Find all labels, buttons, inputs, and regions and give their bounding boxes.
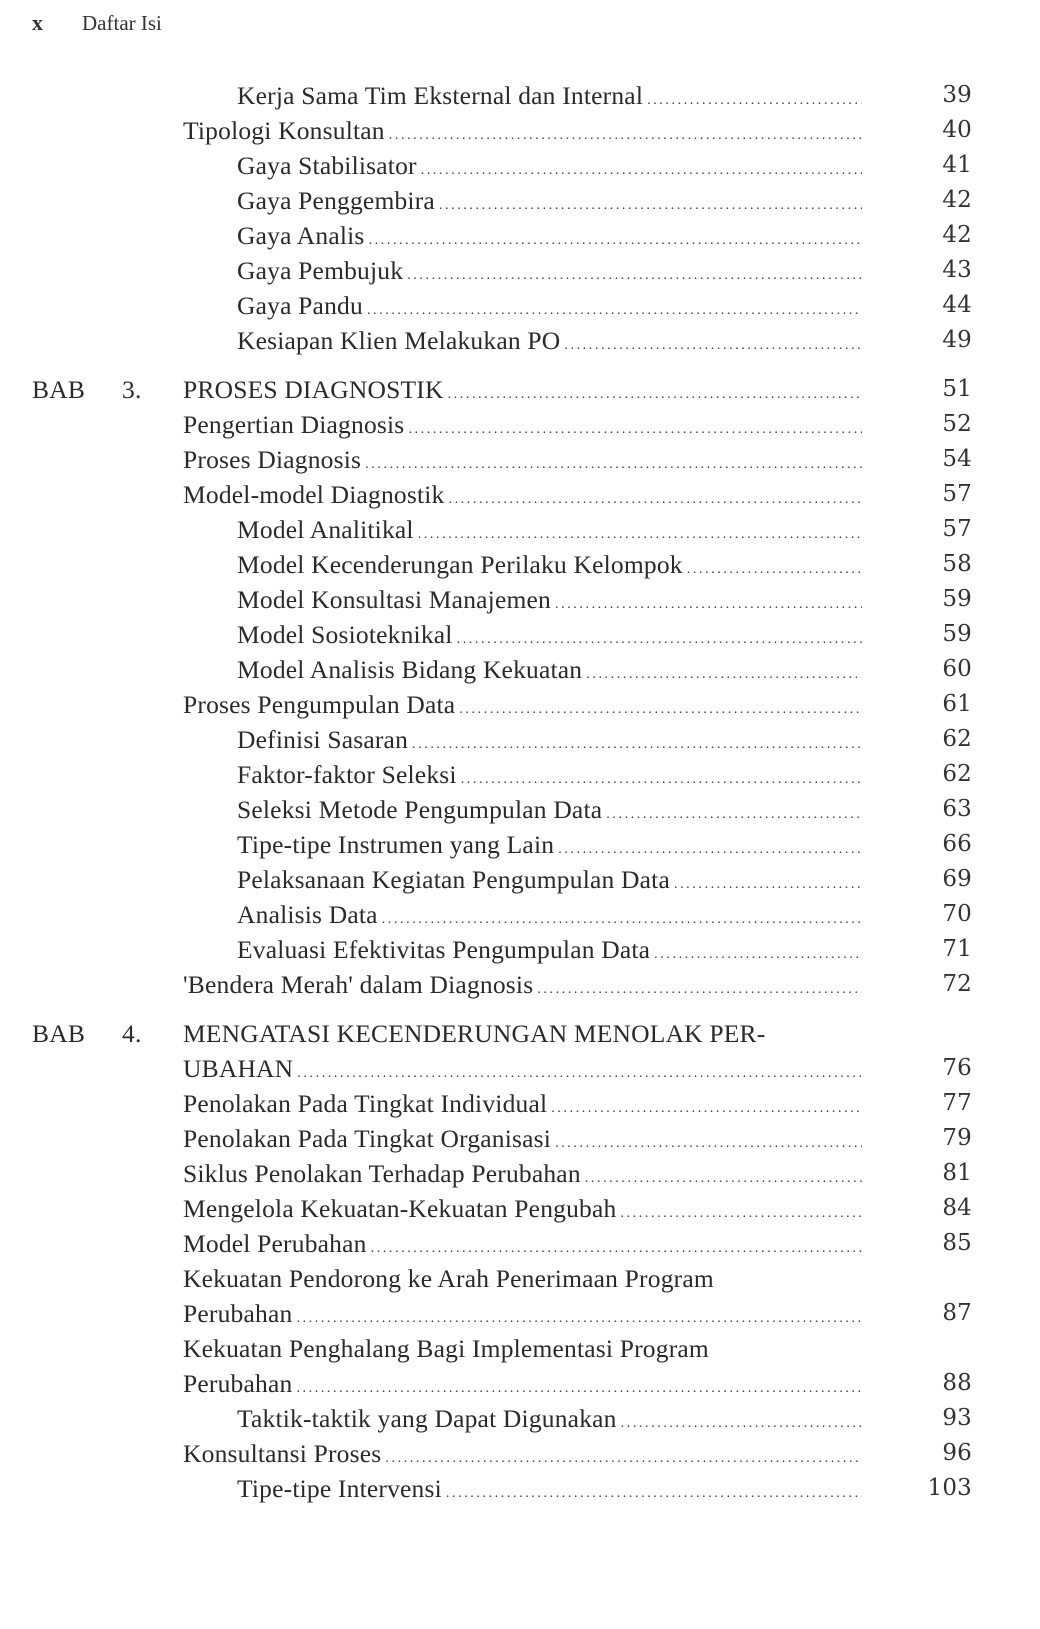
toc-chapter-row[interactable] (0, 1016, 1040, 1051)
toc-entry-title: Model-model Diagnostik (183, 477, 449, 512)
toc-entry[interactable] (0, 792, 1040, 827)
toc-page-number: 60 (942, 656, 972, 682)
toc-entry[interactable] (0, 897, 1040, 932)
toc-entry-title: Faktor-faktor Seleksi (237, 757, 461, 792)
toc-entry[interactable] (0, 1226, 1040, 1261)
toc-entry-title: Kekuatan Pendorong ke Arah Penerimaan Program (183, 1261, 718, 1296)
toc-entry-title: Gaya Stabilisator (237, 148, 421, 183)
toc-page-number: 39 (942, 82, 972, 108)
toc-page-number: 69 (942, 866, 972, 892)
toc-entry-title: Penolakan Pada Tingkat Individual (183, 1086, 551, 1121)
toc-entry-title: Model Perubahan (183, 1226, 371, 1261)
toc-entry[interactable] (0, 827, 1040, 862)
toc-entry-title: Pelaksanaan Kegiatan Pengumpulan Data (237, 862, 674, 897)
toc-entry-line (237, 1471, 862, 1511)
toc-entry-line (237, 617, 862, 657)
toc-entry-line (183, 1051, 862, 1091)
toc-entry-line (237, 582, 862, 622)
toc-entry-line (237, 183, 862, 223)
toc-page-number: 44 (942, 292, 972, 318)
toc-entry[interactable] (0, 652, 1040, 687)
toc-entry-line (237, 218, 862, 258)
toc-entry-line (183, 687, 862, 727)
toc-entry-line (183, 1156, 862, 1196)
toc-entry-title: Penolakan Pada Tingkat Organisasi (183, 1121, 555, 1156)
toc-entry-line (183, 1086, 862, 1126)
toc-entry-line (183, 1121, 862, 1161)
toc-entry-line (183, 1016, 862, 1051)
toc-entry[interactable] (0, 253, 1040, 288)
toc-entry-title: Gaya Pandu (237, 288, 367, 323)
toc-page-number: 41 (942, 152, 972, 178)
toc-entry[interactable] (0, 477, 1040, 512)
toc-entry-line (237, 792, 862, 832)
toc-page-number: 88 (942, 1370, 972, 1396)
toc-entry-line (183, 1226, 862, 1266)
toc-entry-line (237, 148, 862, 188)
toc-page-number: 96 (942, 1440, 972, 1466)
toc-page-number: 59 (942, 586, 972, 612)
toc-entry-line (183, 372, 862, 412)
toc-entry[interactable] (0, 967, 1040, 1002)
toc-page-number: 63 (942, 796, 972, 822)
toc-page-number: 57 (942, 481, 972, 507)
toc-entry-title: Analisis Data (237, 897, 382, 932)
toc-page-number: 70 (942, 901, 972, 927)
toc-entry[interactable] (0, 442, 1040, 477)
toc-page-number: 79 (942, 1125, 972, 1151)
toc-entry-title: Perubahan (183, 1366, 296, 1401)
toc-page-number: 66 (942, 831, 972, 857)
toc-entry-line (183, 1436, 862, 1476)
toc-page-number: 81 (942, 1160, 972, 1186)
toc-entry-line (237, 78, 862, 118)
toc-entry[interactable] (0, 1366, 1040, 1401)
toc-entry[interactable] (0, 1156, 1040, 1191)
toc-entry-title: Gaya Pembujuk (237, 253, 407, 288)
toc-entry-title: Tipe-tipe Instrumen yang Lain (237, 827, 558, 862)
toc-entry[interactable] (0, 932, 1040, 967)
toc-entry-title: Taktik-taktik yang Dapat Digunakan (237, 1401, 621, 1436)
toc-entry-line (237, 862, 862, 902)
toc-entry-line (237, 932, 862, 972)
chapter-label: BAB (32, 375, 86, 404)
toc-entry-title: Model Sosioteknikal (237, 617, 457, 652)
toc-page-number: 43 (942, 257, 972, 283)
toc-entry-line (237, 288, 862, 328)
toc-entry-line (237, 652, 862, 692)
toc-entry-title: Konsultansi Proses (183, 1436, 385, 1471)
toc-entry-line (183, 442, 862, 482)
toc-page-number: 49 (942, 327, 972, 353)
toc-entry-line (237, 323, 862, 363)
dot-leader (446, 1476, 862, 1511)
toc-entry-title: Model Analisis Bidang Kekuatan (237, 652, 586, 687)
toc-page-number: 57 (942, 516, 972, 542)
toc-page-number: 103 (927, 1475, 972, 1501)
toc-page-number: 72 (942, 971, 972, 997)
toc-entry[interactable] (0, 1051, 1040, 1086)
toc-entry-line (183, 1261, 862, 1296)
dot-leader (537, 972, 862, 1007)
toc-page-number: 84 (942, 1195, 972, 1221)
toc-entry[interactable] (0, 148, 1040, 183)
toc-entry-title: Gaya Analis (237, 218, 369, 253)
toc-entry-line (183, 407, 862, 447)
toc-entry-title: Kesiapan Klien Melakukan PO (237, 323, 564, 358)
toc-page-number: 87 (942, 1300, 972, 1326)
toc-entry-line (183, 967, 862, 1007)
toc-entry[interactable] (0, 288, 1040, 323)
toc-entry-title: Perubahan (183, 1296, 296, 1331)
toc-entry-title: Model Analitikal (237, 512, 418, 547)
toc-entry[interactable] (0, 1471, 1040, 1506)
toc-page-number: 71 (942, 936, 972, 962)
toc-entry-title: Proses Pengumpulan Data (183, 687, 459, 722)
toc-entry-title: Model Kecenderungan Perilaku Kelompok (237, 547, 687, 582)
toc-entry-title: Tipologi Konsultan (183, 113, 389, 148)
toc-entry-line (237, 897, 862, 937)
toc-entry[interactable] (0, 547, 1040, 582)
chapter-number: 4. (122, 1019, 142, 1048)
toc-entry[interactable] (0, 1331, 1040, 1366)
toc-page-number: 62 (942, 761, 972, 787)
toc-entry-line (183, 1331, 862, 1366)
toc-entry-title: PROSES DIAGNOSTIK (183, 372, 448, 407)
toc-entry-title: MENGATASI KECENDERUNGAN MENOLAK PER- (183, 1016, 769, 1051)
toc-page-number: 62 (942, 726, 972, 752)
toc-entry-line (237, 722, 862, 762)
toc-entry-line (183, 113, 862, 153)
toc-entry[interactable] (0, 183, 1040, 218)
toc-entry-line (237, 1401, 862, 1441)
toc-entry-title: Gaya Penggembira (237, 183, 439, 218)
toc-page-number: 85 (942, 1230, 972, 1256)
toc-entry-title: Pengertian Diagnosis (183, 407, 408, 442)
toc-page-number: 61 (942, 691, 972, 717)
toc-entry-title: Evaluasi Efektivitas Pengumpulan Data (237, 932, 654, 967)
toc-entry-title: Definisi Sasaran (237, 722, 412, 757)
table-of-contents (0, 78, 1040, 1506)
toc-entry-title: Kekuatan Penghalang Bagi Implementasi Program (183, 1331, 713, 1366)
toc-entry[interactable] (0, 617, 1040, 652)
toc-entry-line (183, 1191, 862, 1231)
toc-entry[interactable] (0, 1401, 1040, 1436)
running-head-title: Daftar Isi (82, 11, 162, 35)
page-folio: x (32, 10, 43, 35)
toc-entry-line (183, 477, 862, 517)
toc-entry-title: Siklus Penolakan Terhadap Perubahan (183, 1156, 585, 1191)
toc-entry-line (237, 757, 862, 797)
toc-entry-line (237, 827, 862, 867)
toc-page-number: 54 (942, 446, 972, 472)
toc-page-number: 40 (942, 117, 972, 143)
toc-entry-title: Proses Diagnosis (183, 442, 365, 477)
toc-entry[interactable] (0, 78, 1040, 113)
toc-entry-title: UBAHAN (183, 1051, 297, 1086)
toc-entry-title: Seleksi Metode Pengumpulan Data (237, 792, 606, 827)
toc-page-number: 77 (942, 1090, 972, 1116)
toc-entry-line (237, 512, 862, 552)
toc-entry[interactable] (0, 218, 1040, 253)
toc-entry-title: Model Konsultasi Manajemen (237, 582, 555, 617)
toc-entry-title: Mengelola Kekuatan-Kekuatan Pengubah (183, 1191, 620, 1226)
chapter-number: 3. (122, 375, 142, 404)
toc-page-number: 42 (942, 187, 972, 213)
toc-entry-line (237, 547, 862, 587)
toc-entry[interactable] (0, 862, 1040, 897)
toc-entry[interactable] (0, 1296, 1040, 1331)
toc-entry-title: 'Bendera Merah' dalam Diagnosis (183, 967, 537, 1002)
toc-entry[interactable] (0, 582, 1040, 617)
toc-page-number: 51 (942, 376, 972, 402)
toc-entry[interactable] (0, 722, 1040, 757)
toc-entry[interactable] (0, 512, 1040, 547)
chapter-label: BAB (32, 1019, 86, 1048)
toc-entry-line (237, 253, 862, 293)
toc-page-number: 42 (942, 222, 972, 248)
toc-entry[interactable] (0, 1086, 1040, 1121)
dot-leader (564, 328, 862, 363)
toc-entry[interactable] (0, 407, 1040, 442)
toc-entry-line (183, 1366, 862, 1406)
toc-entry[interactable] (0, 113, 1040, 148)
toc-page-number: 59 (942, 621, 972, 647)
toc-entry[interactable] (0, 1121, 1040, 1156)
toc-entry[interactable] (0, 687, 1040, 722)
toc-entry-title: Tipe-tipe Intervensi (237, 1471, 446, 1506)
toc-chapter-row[interactable] (0, 372, 1040, 407)
toc-entry[interactable] (0, 1191, 1040, 1226)
toc-entry[interactable] (0, 323, 1040, 358)
toc-page-number: 76 (942, 1055, 972, 1081)
toc-entry[interactable] (0, 1436, 1040, 1471)
toc-page-number: 52 (942, 411, 972, 437)
toc-entry[interactable] (0, 1261, 1040, 1296)
toc-page-number: 58 (942, 551, 972, 577)
toc-entry-title: Kerja Sama Tim Eksternal dan Internal (237, 78, 647, 113)
toc-entry-line (183, 1296, 862, 1336)
toc-page-number: 93 (942, 1405, 972, 1431)
toc-entry[interactable] (0, 757, 1040, 792)
running-head (32, 10, 162, 36)
